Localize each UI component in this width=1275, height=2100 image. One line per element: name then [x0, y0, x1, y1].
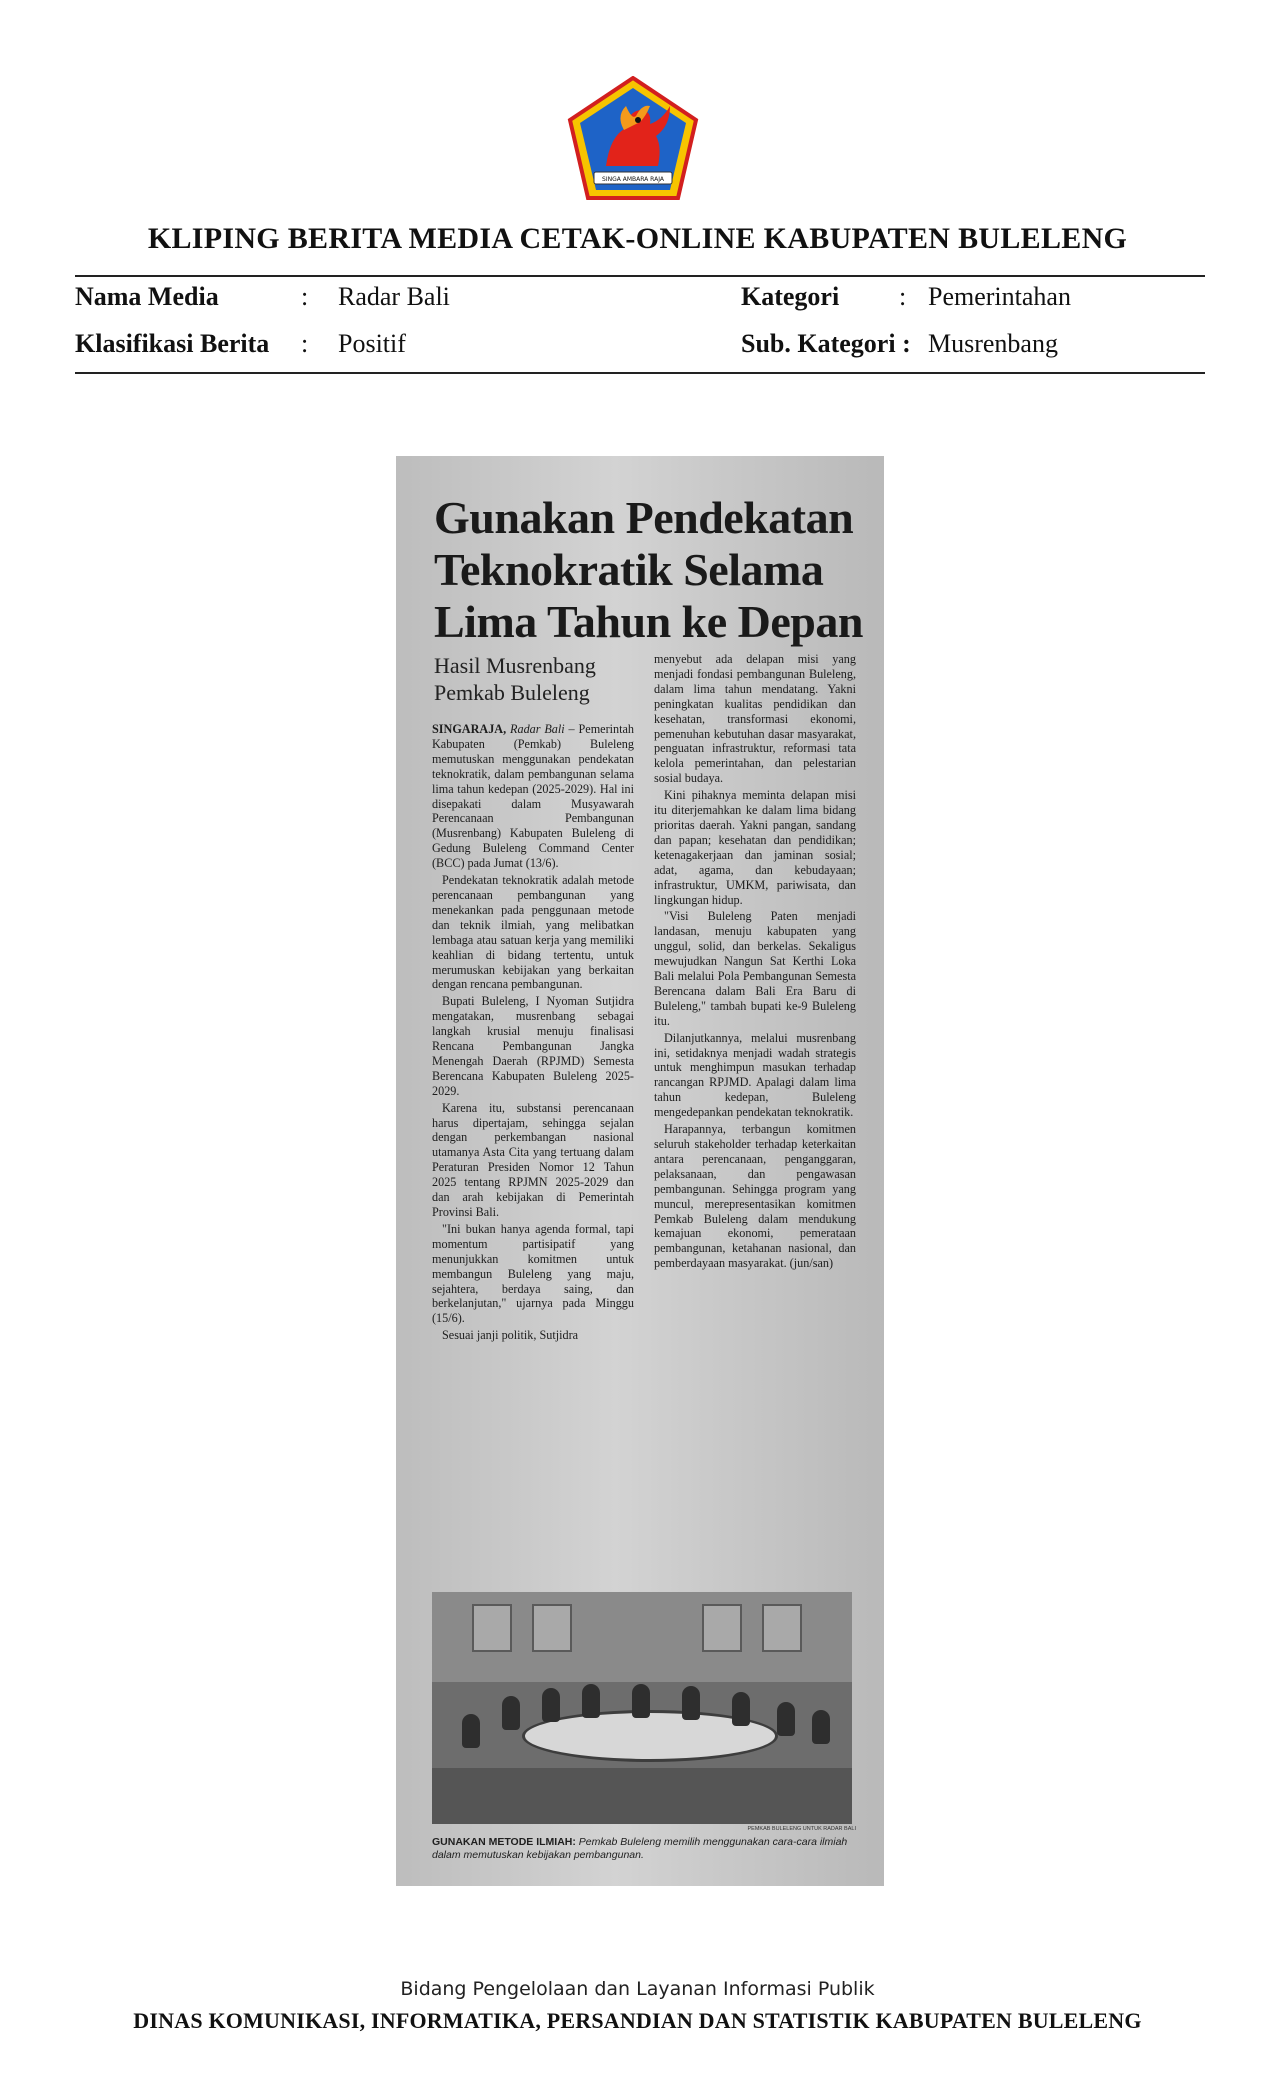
subkategori-label: Sub. Kategori : [741, 329, 911, 358]
caption-lead: GUNAKAN METODE ILMIAH: [432, 1836, 576, 1848]
colon: : [899, 282, 907, 311]
caption-text: Pemkab Buleleng memilih menggunakan cara-cara ilmiah dalam memutuskan kebijakan pembangunan. [432, 1836, 848, 1861]
photo-caption [432, 1836, 862, 1862]
photo-credit: PEMKAB BULELENG UNTUK RADAR BALI [747, 1826, 856, 1832]
article-paragraph: Bupati Buleleng, I Nyoman Sutjidra mengatakan, musrenbang sebagai langkah krusial menuju finalisasi Rencana Pembangunan Jangka Menengah Daerah (RPJMD) Semesta Berencana Kabupaten Buleleng 2025-2029. [432, 994, 634, 1098]
header-divider-top [75, 275, 1205, 277]
article-column-left [432, 722, 634, 1345]
header-divider-bottom [75, 372, 1205, 374]
klasifikasi-label: Klasifikasi Berita [75, 329, 270, 358]
buleleng-regency-emblem-icon [566, 76, 700, 200]
article-paragraph: "Visi Buleleng Paten menjadi landasan, menuju kabupaten yang unggul, solid, dan berkelas. Sekaligus mewujudkan Nangun Sat Kerthi Loka Bali melalui Pola Pembangunan Semesta Berencana dalam Bali Era Baru di Buleleng," tambah bupati ke-9 Buleleng itu. [654, 909, 856, 1028]
meta-row-2 [75, 329, 1205, 363]
article-column-right [654, 652, 856, 1273]
dateline: SINGARAJA, [432, 722, 507, 736]
article-paragraph: "Ini bukan hanya agenda formal, tapi momentum partisipatif yang menunjukkan komitmen untuk membangun Buleleng yang maju, sejahtera, berdaya saing, dan berkelanjutan," ujarnya pada Minggu (15/6). [432, 1221, 634, 1326]
klasifikasi-value: Positif [338, 329, 406, 358]
footer-agency: DINAS KOMUNIKASI, INFORMATIKA, PERSANDIAN DAN STATISTIK KABUPATEN BULELENG [133, 2008, 1142, 2033]
subkategori-value: Musrenbang [928, 329, 1058, 358]
meta-row-1 [75, 282, 1205, 316]
nama-media-value: Radar Bali [338, 282, 450, 311]
emblem-motto: SINGA AMBARA RAJA [602, 176, 664, 183]
article-paragraph: Pendekatan teknokratik adalah metode perencanaan pembangunan yang menekankan pada penggunaan metode dan teknik ilmiah, yang melibatkan lembaga atau satuan kerja yang memiliki keahlian di bidang tertentu, untuk merumuskan kebijakan yang berkaitan dengan rencana pembangunan. [432, 873, 634, 992]
article-paragraph: menyebut ada delapan misi yang menjadi fondasi pembangunan Buleleng, dalam lima tahun mendatang. Yakni peningkatan kualitas pendidikan dan kesehatan, transformasi ekonomi, pemenuhan kebutuhan dasar masyarakat, penguatan infrastruktur, reformasi tata kelola pemerintahan, dan pelestarian sosial budaya. [654, 652, 856, 786]
colon: : [301, 282, 309, 311]
article-paragraph: Kini pihaknya meminta delapan misi itu diterjemahkan ke dalam lima bidang prioritas daerah. Yakni pangan, sandang dan papan; kesehatan dan pendidikan; ketenagakerjaan dan jaminan sosial; adat, agama, dan kebudayaan; infrastruktur, UMKM, pariwisata, dan lingkungan hidup. [654, 788, 856, 907]
article-paragraph: Dilanjutkannya, melalui musrenbang ini, setidaknya menjadi wadah strategis untuk menghimpun masukan terhadap rancangan RPJMD. Apalagi dalam lima tahun kedepan, Buleleng mengedepankan pendekatan teknokratik. [654, 1030, 856, 1120]
article-paragraph: Karena itu, substansi perencanaan harus dipertajam, sehingga sejalan dengan perkembangan nasional utamanya Asta Cita yang tertuang dalam Peraturan Presiden Nomor 12 Tahun 2025 tentang RPJMN 2025-2029 dan dan arah kebijakan di Pemerintah Provinsi Bali. [432, 1100, 634, 1219]
article-headline: Gunakan Pendekatan Teknokratik Selama Lima Tahun ke Depan [434, 492, 863, 647]
nama-media-label: Nama Media [75, 282, 219, 311]
meeting-photo [432, 1592, 852, 1824]
article-paragraph: Sesuai janji politik, Sutjidra [442, 1328, 579, 1343]
article-subheadline: Hasil Musrenbang Pemkab Buleleng [434, 653, 596, 705]
colon: : [301, 329, 309, 358]
footer-division: Bidang Pengelolaan dan Layanan Informasi Publik [400, 1978, 875, 2000]
article-paragraph: Harapannya, terbangun komitmen seluruh stakeholder terhadap keterkaitan antara perencanaan, penganggaran, pelaksanaan, dan pengawasan pembangunan. Sehingga program yang muncul, merepresentasikan komitmen Pemkab Buleleng dalam mendukung kemajuan ekonomi, pemerataan pembangunan, ketahanan nasional, dan pemberdayaan masyarakat. (jun/san) [654, 1122, 856, 1271]
source-name: Radar Bali [510, 722, 565, 736]
news-clipping [396, 456, 884, 1886]
kategori-value: Pemerintahan [928, 282, 1071, 311]
kategori-label: Kategori [741, 282, 840, 311]
page-title: KLIPING BERITA MEDIA CETAK-ONLINE KABUPATEN BULELENG [147, 222, 1128, 255]
article-paragraph: SINGARAJA, Radar Bali – Pemerintah Kabupaten (Pemkab) Buleleng memutuskan menggunakan pendekatan teknokratik, dalam pembangunan selama lima tahun kedepan (2025-2029). Hal ini disepakati dalam Musyawarah Perencanaan Pembangunan (Musrenbang) Kabupaten Buleleng di Gedung Buleleng Command Center (BCC) pada Jumat (13/6). [432, 722, 635, 871]
